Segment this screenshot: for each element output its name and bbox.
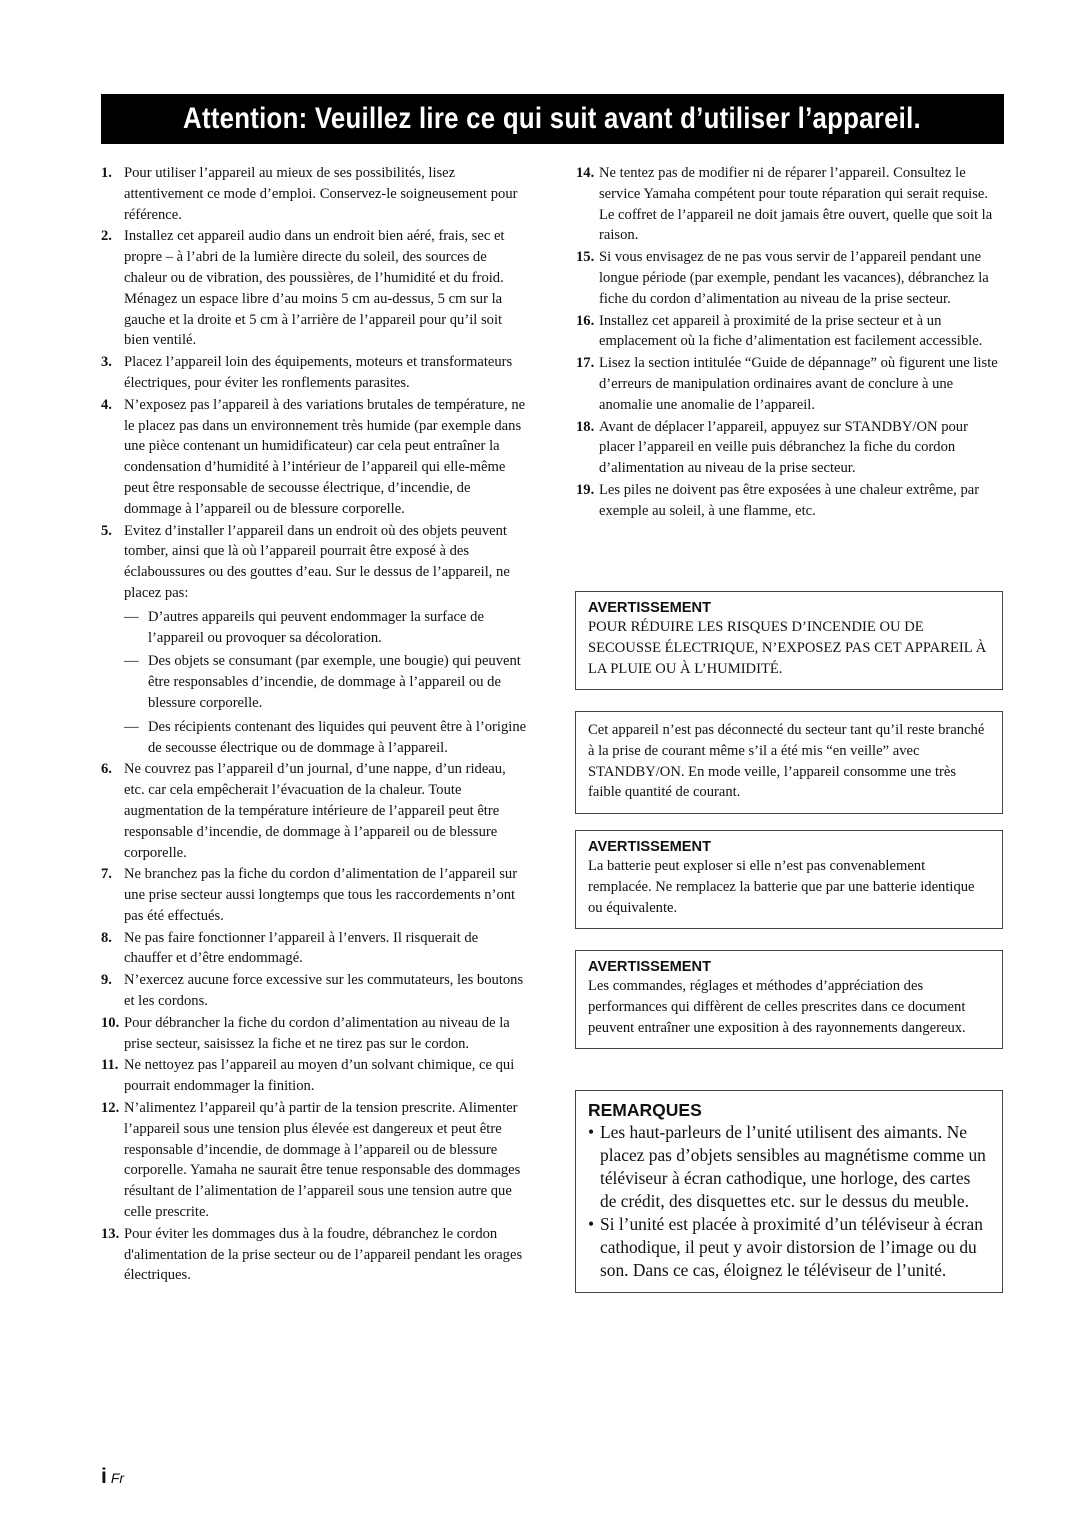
item-number: 6. xyxy=(101,761,112,778)
item-number: 7. xyxy=(101,866,112,883)
item-number: 18. xyxy=(576,418,595,435)
list-item xyxy=(101,521,529,759)
sub-item-text: Des récipients contenant des liquides qui peuvent être à l’origine de secousse électrique ou de dommage à l’appareil. xyxy=(148,718,527,756)
item-number: 19. xyxy=(576,481,595,498)
remark-item xyxy=(588,1213,990,1282)
standby-notice-box xyxy=(575,711,1003,814)
item-number: 9. xyxy=(101,972,112,989)
item-number: 2. xyxy=(101,228,112,245)
warning-box-radiation xyxy=(575,950,1003,1049)
left-column xyxy=(101,163,529,1286)
item-text: Ne branchez pas la fiche du cordon d’alimentation de l’appareil sur une prise secteur aussi longtemps que tous les raccordements n’ont pas été effectués. xyxy=(124,866,518,924)
warning-title: AVERTISSEMENT xyxy=(588,600,711,616)
item-text: Ne pas faire fonctionner l’appareil à l’envers. Il risquerait de chauffer et d’être endommagé. xyxy=(124,929,479,967)
item-text: Installez cet appareil à proximité de la prise secteur et à un emplacement où la fiche d’alimentation est facilement accessible. xyxy=(599,312,983,350)
remark-text: Si l’unité est placée à proximité d’un téléviseur à écran cathodique, il peut y avoir distorsion de l’image ou du son. Dans ce cas, éloignez le téléviseur de l’unité. xyxy=(600,1214,983,1280)
page-footer xyxy=(101,1465,124,1489)
remarks-box xyxy=(575,1090,1003,1293)
item-text: Pour utiliser l’appareil au mieux de ses possibilités, lisez attentivement ce mode d’emploi. Conservez-le soigneusement pour référence. xyxy=(124,165,518,223)
item-text: Ne couvrez pas l’appareil d’un journal, d’une nappe, d’un rideau, etc. car cela empêcherait l’évacuation de la chaleur. Toute augmentation de la température intérieure de l’appareil peut être responsable d’incendie, de dommage à l’appareil ou de blessure corporelle. xyxy=(124,761,506,861)
item-number: 12. xyxy=(101,1100,120,1117)
warning-box-battery xyxy=(575,830,1003,929)
item-number: 3. xyxy=(101,354,112,371)
item-text: Avant de déplacer l’appareil, appuyez sur STANDBY/ON pour placer l’appareil en veille puis débranchez la fiche du cordon d’alimentation au niveau de la prise secteur. xyxy=(599,418,968,477)
item-text: Ne tentez pas de modifier ni de réparer l’appareil. Consultez le service Yamaha compétent pour toute réparation qui serait requise. Le coffret de l’appareil ne doit jamais être ouvert, quelle que soit la raison. xyxy=(599,165,993,244)
dash-marker: — xyxy=(124,718,139,735)
item-number: 1. xyxy=(101,165,112,181)
list-item xyxy=(101,1224,529,1286)
list-item xyxy=(576,480,1004,522)
dash-marker: — xyxy=(124,653,139,670)
item-number: 17. xyxy=(576,355,595,372)
list-item xyxy=(101,1013,529,1055)
item-number: 5. xyxy=(101,522,112,539)
sub-list xyxy=(124,607,529,759)
sub-list-item xyxy=(101,717,529,759)
list-item xyxy=(576,311,1004,353)
item-number: 16. xyxy=(576,312,595,329)
item-text: Si vous envisagez de ne pas vous servir de l’appareil pendant une longue période (par exemple, pendant les vacances), débranchez la fiche du cordon d’alimentation au niveau de la prise secteur. xyxy=(599,249,989,307)
list-item xyxy=(101,970,529,1012)
item-number: 8. xyxy=(101,929,112,946)
sub-item-text: Des objets se consumant (par exemple, une bougie) qui peuvent être responsables d’incendie, de dommage à l’appareil ou de blessure corporelle. xyxy=(148,653,521,711)
list-item xyxy=(576,417,1004,479)
list-item xyxy=(101,395,529,520)
list-item xyxy=(576,247,1004,309)
remark-text: Les haut-parleurs de l’unité utilisent des aimants. Ne placez pas d’objets sensibles au magnétisme comme un téléviseur à écran cathodique, une horloge, des cartes de crédit, des disquettes etc. sur le dessus du meuble. xyxy=(600,1122,986,1211)
warning-title: AVERTISSEMENT xyxy=(588,959,711,975)
item-number: 4. xyxy=(101,396,112,413)
item-text: Placez l’appareil loin des équipements, moteurs et transformateurs électriques, pour éviter les ronflements parasites. xyxy=(124,354,513,391)
bullet-marker: • xyxy=(588,1122,595,1142)
remark-item xyxy=(588,1121,990,1213)
warning-title: AVERTISSEMENT xyxy=(588,839,711,855)
item-text: Pour débrancher la fiche du cordon d’alimentation au niveau de la prise secteur, saisissez la fiche et ne tirez pas sur le cordon. xyxy=(124,1014,510,1052)
remarks-title: REMARQUES xyxy=(588,1100,702,1120)
sub-list-item xyxy=(101,607,529,649)
list-item xyxy=(576,353,1004,415)
item-text: Installez cet appareil audio dans un endroit bien aéré, frais, sec et propre – à l’abri de la lumière directe du soleil, des sources de chaleur ou de vibration, des poussières, de l’humidité et du froid. Ménagez un espace libre d’au moins 5 cm au-dessus, 5 cm sur la gauche et la droite et 5 cm à l’arrière de l’appareil pour qu’il soit bien ventilé. xyxy=(124,228,505,349)
item-text: Lisez la section intitulée “Guide de dépannage” où figurent une liste d’erreurs de manipulation ordinaires avant de conclure à une anomalie une anomalie de l’appareil. xyxy=(599,355,998,413)
sub-list-item xyxy=(101,651,529,713)
item-number: 10. xyxy=(101,1014,120,1031)
bullet-marker: • xyxy=(588,1214,595,1234)
item-text: N’exposez pas l’appareil à des variations brutales de température, ne le placez pas dans un environnement très humide (par exemple dans une pièce contenant un humidificateur) car cela peut entraîner la condensation d’humidité à l’intérieur de l’appareil qui elle-même peut être responsable de secousse électrique, d’incendie, de dommage à l’appareil ou de blessure corporelle. xyxy=(124,396,526,517)
item-text: Evitez d’installer l’appareil dans un endroit où des objets peuvent tomber, ainsi que là où l’appareil pourrait être exposé à des éclaboussures ou des gouttes d’eau. Sur le dessus de l’appareil, ne placez pas: xyxy=(124,522,510,601)
item-text: N’alimentez l’appareil qu’à partir de la tension prescrite. Alimenter l’appareil sous une tension plus élevée est dangereux et peut être responsable d’incendie, de dommage à l’appareil ou de blessure corporelle. Yamaha ne saurait être tenue responsable des dommages résultant de l’alimentation de l’appareil sous une tension autre que celle prescrite. xyxy=(124,1100,521,1221)
page-number: i xyxy=(101,1465,107,1488)
warning-text: La batterie peut exploser si elle n’est pas convenablement remplacée. Ne remplacez la batterie que par une batterie identique ou équivalente. xyxy=(588,858,975,916)
list-item xyxy=(101,352,529,394)
warning-text: POUR RÉDUIRE LES RISQUES D’INCENDIE OU DE SECOUSSE ÉLECTRIQUE, N’EXPOSEZ PAS CET APPAREIL À LA PLUIE OU À L’HUMIDITÉ. xyxy=(588,619,987,677)
item-number: 15. xyxy=(576,249,595,266)
warning-box-fire xyxy=(575,591,1003,690)
list-item xyxy=(101,928,529,970)
item-number: 13. xyxy=(101,1225,120,1242)
item-text: N’exercez aucune force excessive sur les commutateurs, les boutons et les cordons. xyxy=(124,972,524,1010)
page-title-banner xyxy=(101,94,1004,144)
warning-text: Les commandes, réglages et méthodes d’appréciation des performances qui diffèrent de celles prescrites dans ce document peuvent entraîner une exposition à des rayonnements dangereux. xyxy=(588,978,966,1036)
page-title: Attention: Veuillez lire ce qui suit avant d’utiliser l’appareil. xyxy=(183,102,922,135)
right-column xyxy=(576,163,1004,522)
list-item xyxy=(101,759,529,863)
item-text: Ne nettoyez pas l’appareil au moyen d’un solvant chimique, ce qui pourrait endommager la finition. xyxy=(124,1057,515,1095)
notice-text: Cet appareil n’est pas déconnecté du secteur tant qu’il reste branché à la prise de courant même s’il a été mis “en veille” avec STANDBY/ON. En mode veille, l’appareil consomme une très faible quantité de courant. xyxy=(588,722,985,801)
list-item xyxy=(101,226,529,351)
list-item xyxy=(101,1098,529,1223)
list-item xyxy=(576,163,1004,246)
language-code: Fr xyxy=(110,1470,125,1486)
list-item xyxy=(101,1055,529,1097)
dash-marker: — xyxy=(124,608,139,625)
list-item xyxy=(101,864,529,926)
item-number: 11. xyxy=(101,1057,119,1074)
item-text: Les piles ne doivent pas être exposées à une chaleur extrême, par exemple au soleil, à une flamme, etc. xyxy=(599,481,980,519)
list-item xyxy=(101,163,529,225)
item-text: Pour éviter les dommages dus à la foudre, débranchez le cordon d'alimentation de la prise secteur ou de l’appareil pendant les orages électriques. xyxy=(124,1225,523,1284)
item-number: 14. xyxy=(576,165,595,181)
sub-item-text: D’autres appareils qui peuvent endommager la surface de l’appareil ou provoquer sa décoloration. xyxy=(148,608,484,646)
